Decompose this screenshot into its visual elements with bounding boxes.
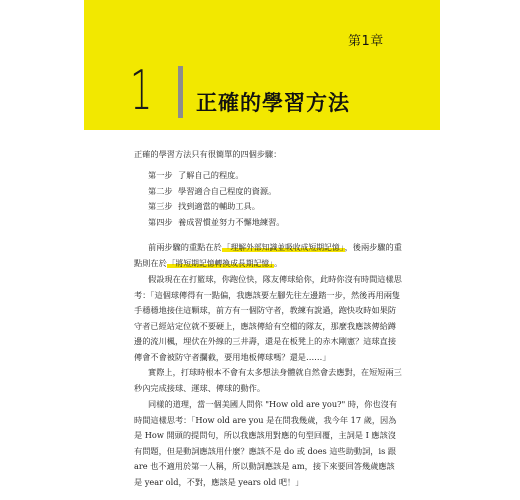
step-key: 第一步 (148, 170, 173, 180)
step-item (148, 199, 284, 215)
title-divider-bar (178, 66, 183, 118)
paragraph-key-points (134, 240, 402, 271)
step-item (148, 184, 284, 200)
chapter-big-number: 1 (130, 59, 153, 122)
chapter-prefix: 第 (348, 34, 362, 49)
step-text: 養成習慣並努力不懈地練習。 (178, 216, 285, 227)
chapter-label (348, 30, 384, 49)
step-item (148, 168, 284, 184)
chapter-title: 正確的學習方法 (196, 91, 350, 115)
chapter-number: 1 (361, 34, 371, 49)
step-text: 找到適當的輔助工具。 (178, 201, 260, 211)
step-key: 第四步 (148, 216, 173, 227)
steps-list (148, 168, 284, 230)
step-text: 了解自己的程度。 (178, 170, 244, 180)
highlight-long-term: 「將短期記憶轉換成長期記憶」 (167, 258, 274, 268)
intro-text: 正確的學習方法只有很簡單的四個步驟： (134, 149, 282, 159)
step-key: 第二步 (148, 185, 173, 196)
p1-text-b: ，後兩步驟的重點則在於 (134, 242, 402, 268)
highlight-short-term: 「理解外部知識並吸收成短期記憶」 (222, 243, 344, 252)
p1-text-c: 。 (274, 257, 283, 268)
p1-text-a: 前兩步驟的重點在於 (148, 242, 222, 252)
step-item (148, 215, 284, 231)
step-text: 學習適合自己程度的資源。 (178, 185, 277, 196)
paragraph-basketball: 假設現在在打籃球，你跑位快，隊友傳球給你，此時你沒有時間這樣思考：「這個球傳得有一點偏，我應該要左腳先往左邊踏一步，然後再用兩隻手穩穩地接住這顆球，前方有一個防守者，教練有說過，跑快攻時如果防守者已經站定位就不要硬上，應該傳給有空檔的隊友，那麼我應該傳給蹲邊的流川楓，埋伏在外線的三井壽，還是在板凳上的赤木剛憲？這球直接傳會不會被防守者攔截，要用地板傳球嗎？還是……」 (134, 274, 402, 362)
paragraph-how-old: 同樣的道理，當一個美國人問你 "How old are you?" 時，你也沒有時間這樣思考：「How old are you 是在問我幾歲，我今年 17 歲，因為是 How 開頭的提問句，所以我應該用對應的句型回覆，主詞是 I 應該沒有問題，但是動詞應該用什麼？應該不是 do 或 does 這些助動詞，is 跟 are 也不適用於第一人稱，所以動詞應該是 am，接下來要回答幾歲應該是 year old，不對，應該是 years old 吧！」 (134, 399, 398, 487)
paragraph-reality: 實際上，打球時根本不會有太多想法身體就自然會去應對，在短短兩三秒內完成接球、運球、傳球的動作。 (134, 367, 402, 393)
chapter-suffix: 章 (370, 34, 384, 49)
step-key: 第三步 (148, 201, 173, 211)
